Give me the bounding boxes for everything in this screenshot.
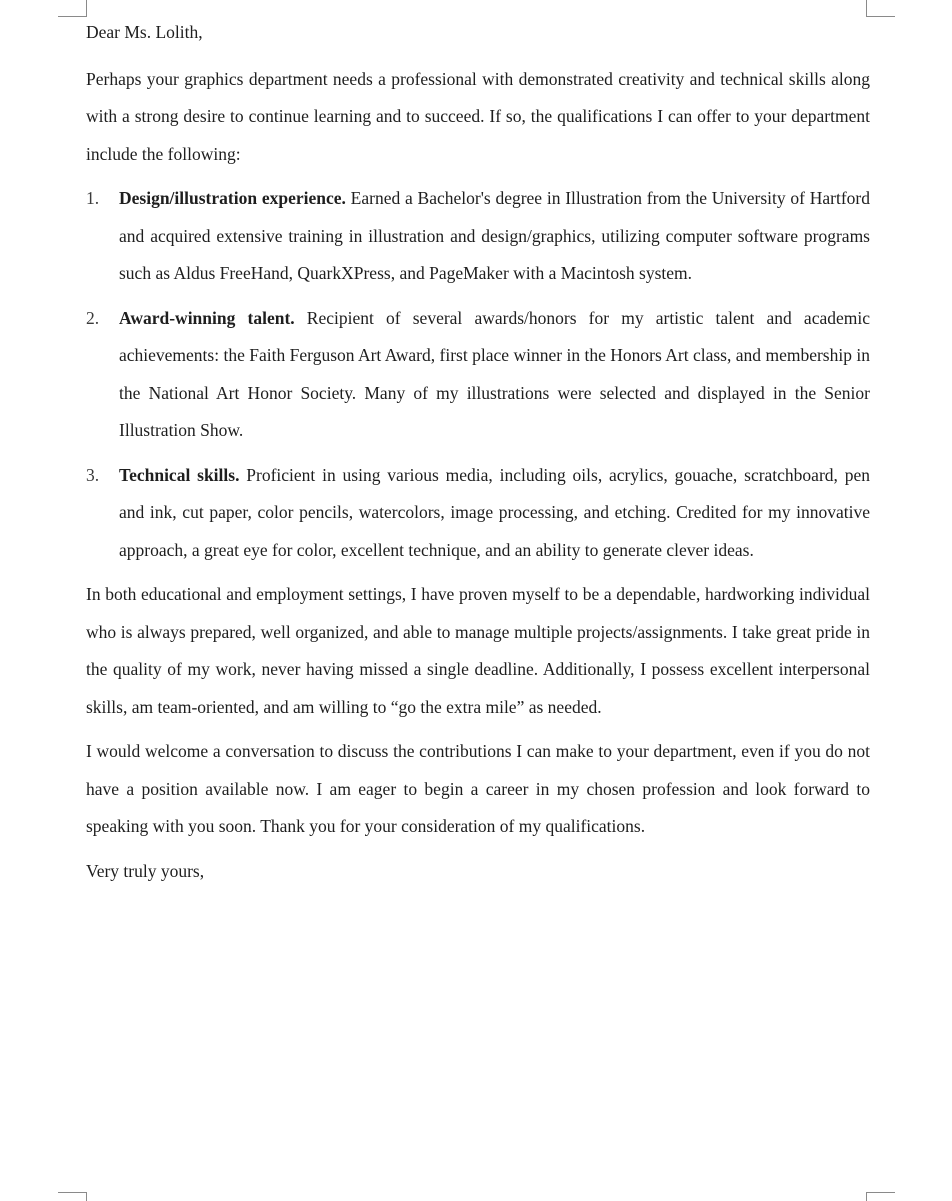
list-item-text: Recipient of several awards/honors for my artistic talent and academic achievements: the Faith Ferguson Art Award, first place winner in the Honors Art class, and membership in the National Art Honor Society. Many of my illustrations were selected and displayed in the Senior Illustration Show. [119, 307, 870, 440]
list-item [86, 180, 870, 293]
list-item-title: Technical skills. [119, 464, 240, 485]
body-paragraph-request: I would welcome a conversation to discuss the contributions I can make to your department, even if you do not have a position available now. I am eager to begin a career in my chosen profession and look forward to speaking with you soon. Thank you for your consideration of my qualifications. [86, 741, 870, 836]
body-paragraph-experience: In both educational and employment settings, I have proven myself to be a dependable, hardworking individual who is always prepared, well organized, and able to manage multiple projects/assignments. I take great pride in the quality of my work, never having missed a single deadline. Additionally, I possess excellent interpersonal skills, am team-oriented, and am willing to “go the extra mile” as needed. [86, 584, 870, 717]
list-item-text: Proficient in using various media, including oils, acrylics, gouache, scratchboard, pen and ink, cut paper, color pencils, watercolors, image processing, and etching. Credited for my innovative approach, a great eye for color, excellent technique, and an ability to generate clever ideas. [119, 464, 870, 560]
crop-mark-top-right [866, 0, 895, 17]
list-item [86, 457, 870, 570]
list-item-number: 3. [86, 464, 100, 485]
list-item-title: Design/illustration experience. [119, 188, 346, 208]
list-item [86, 300, 870, 450]
intro-paragraph: Perhaps your graphics department needs a professional with demonstrated creativity and technical skills along with a strong desire to continue learning and to succeed. If so, the qualifications I can offer to your department include the following: [86, 68, 870, 164]
crop-mark-top-left [58, 0, 87, 17]
closing: Very truly yours, [86, 860, 205, 881]
list-item-number: 2. [86, 307, 100, 328]
salutation: Dear Ms. Lolith, [86, 22, 203, 42]
cover-letter [86, 14, 870, 890]
list-item-title: Award-winning talent. [119, 307, 295, 328]
list-item-number: 1. [86, 188, 100, 208]
list-item-text: Earned a Bachelor's degree in Illustration from the University of Hartford and acquired extensive training in illustration and design/graphics, utilizing computer software programs such as Aldus FreeHand, QuarkXPress, and PageMaker with a Macintosh system. [119, 188, 870, 283]
qualifications-list [86, 180, 870, 569]
